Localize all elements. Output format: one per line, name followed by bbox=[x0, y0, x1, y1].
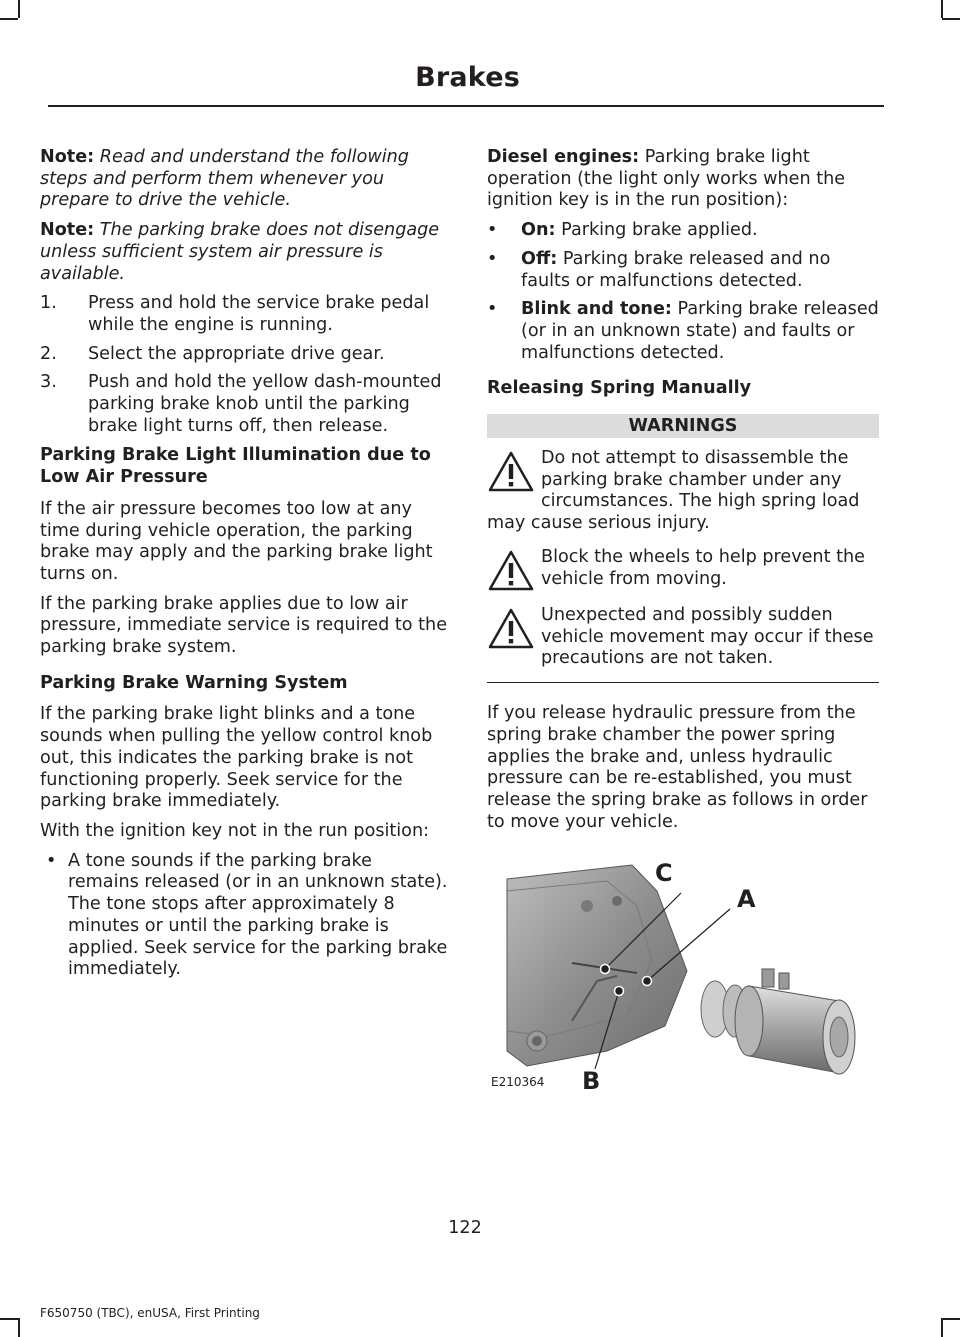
step-item bbox=[40, 372, 448, 437]
section-heading-warning-system: Parking Brake Warning System bbox=[40, 672, 348, 693]
list-item bbox=[487, 220, 879, 242]
section-heading-releasing-spring: Releasing Spring Manually bbox=[487, 378, 752, 399]
callout-a: A bbox=[737, 885, 756, 914]
step-item bbox=[40, 293, 448, 336]
section-heading-low-air: Parking Brake Light Illumination due to Low Air Pressure bbox=[40, 445, 431, 488]
step-number: 2. bbox=[40, 343, 57, 364]
crop-mark bbox=[942, 1318, 960, 1320]
note-label: Note: bbox=[40, 220, 95, 241]
diesel-label: Diesel engines: bbox=[487, 147, 640, 167]
callout-c: C bbox=[655, 859, 673, 888]
warnings-rule bbox=[487, 682, 879, 683]
warning-text: Block the wheels to help prevent the vehicle from moving. bbox=[541, 546, 865, 589]
state-text: Parking brake applied. bbox=[561, 220, 758, 241]
step-text: Press and hold the service brake pedal while the engine is running. bbox=[88, 293, 430, 335]
footer-text: F650750 (TBC), enUSA, First Printing bbox=[40, 1306, 260, 1320]
bullet-list bbox=[40, 851, 448, 981]
crop-mark bbox=[0, 18, 18, 20]
left-column bbox=[40, 147, 448, 989]
list-item bbox=[487, 299, 879, 364]
step-item bbox=[40, 344, 448, 366]
spring-brake-illustration bbox=[487, 851, 879, 1101]
paragraph: If the air pressure becomes too low at any time during vehicle operation, the parking brake may apply and the parking brake light turns on. bbox=[40, 498, 433, 584]
warning-item bbox=[487, 547, 879, 593]
crop-mark bbox=[941, 1318, 943, 1337]
bullet-glyph: • bbox=[487, 299, 498, 320]
paragraph: If the parking brake light blinks and a tone sounds when pulling the yellow control knob out, this indicates the parking brake is not functioning properly. Seek service for the parking brake immediately. bbox=[40, 704, 433, 812]
step-text: Select the appropriate drive gear. bbox=[88, 343, 385, 364]
paragraph: If you release hydraulic pressure from the spring brake chamber the power spring applies the brake and, unless hydraulic pressure can be re-established, you must release the spring brake as follows in order to move your vehicle. bbox=[487, 703, 868, 832]
state-text: Parking brake released (or in an unknown state) and faults or malfunctions detected. bbox=[521, 299, 879, 363]
note-1 bbox=[40, 147, 448, 212]
note-text: Read and understand the following steps and perform them whenever you prepare to drive the vehicle. bbox=[40, 147, 409, 211]
note-2 bbox=[40, 220, 448, 285]
state-label: Off: bbox=[521, 248, 558, 269]
list-item bbox=[40, 851, 448, 981]
spring-brake-figure bbox=[487, 851, 879, 1101]
bullet-glyph: • bbox=[487, 248, 498, 269]
callout-b: B bbox=[582, 1067, 601, 1096]
note-text: The parking brake does not disengage unless sufficient system air pressure is available. bbox=[40, 220, 440, 284]
warning-text: Unexpected and possibly sudden vehicle movement may occur if these precautions are not taken. bbox=[541, 604, 874, 669]
state-label: On: bbox=[521, 220, 556, 241]
list-item-text: A tone sounds if the parking brake remains released (or in an unknown state). The tone stops after approximately 8 minutes or until the parking brake is applied. Seek service for the parking brake immediately. bbox=[68, 850, 448, 980]
step-number: 3. bbox=[40, 372, 57, 393]
crop-mark bbox=[18, 1318, 20, 1337]
note-label: Note: bbox=[40, 147, 95, 167]
warning-triangle-icon bbox=[487, 549, 535, 593]
diesel-paragraph bbox=[487, 147, 879, 212]
crop-mark bbox=[0, 1318, 18, 1320]
header-rule bbox=[48, 105, 884, 107]
crop-mark bbox=[942, 18, 960, 20]
bullet-glyph: • bbox=[487, 220, 498, 241]
paragraph: With the ignition key not in the run position: bbox=[40, 820, 430, 841]
diesel-text: Parking brake light operation (the light only works when the ignition key is in the run position): bbox=[487, 147, 846, 211]
bullet-glyph: • bbox=[46, 850, 57, 871]
step-number: 1. bbox=[40, 293, 57, 314]
page-title: Brakes bbox=[415, 62, 520, 93]
crop-mark bbox=[941, 0, 943, 18]
paragraph: If the parking brake applies due to low air pressure, immediate service is required to the parking brake system. bbox=[40, 593, 448, 658]
warnings-header: WARNINGS bbox=[487, 414, 879, 438]
warning-item bbox=[487, 448, 879, 535]
page-number: 122 bbox=[448, 1218, 482, 1238]
list-item bbox=[487, 249, 879, 292]
steps-list bbox=[40, 293, 448, 437]
right-column bbox=[487, 147, 879, 1101]
warning-triangle-icon bbox=[487, 607, 535, 651]
warning-triangle-icon bbox=[487, 450, 535, 494]
state-list bbox=[487, 220, 879, 364]
state-label: Blink and tone: bbox=[521, 299, 672, 320]
step-text: Push and hold the yellow dash-mounted parking brake knob until the parking brake light turns off, then release. bbox=[88, 372, 442, 436]
warning-item bbox=[487, 605, 879, 670]
warning-text: Do not attempt to disassemble the parking brake chamber under any circumstances. The high spring load may cause serious injury. bbox=[487, 448, 860, 534]
state-text: Parking brake released and no faults or malfunctions detected. bbox=[521, 248, 831, 291]
figure-code: E210364 bbox=[491, 1074, 545, 1089]
crop-mark bbox=[18, 0, 20, 18]
